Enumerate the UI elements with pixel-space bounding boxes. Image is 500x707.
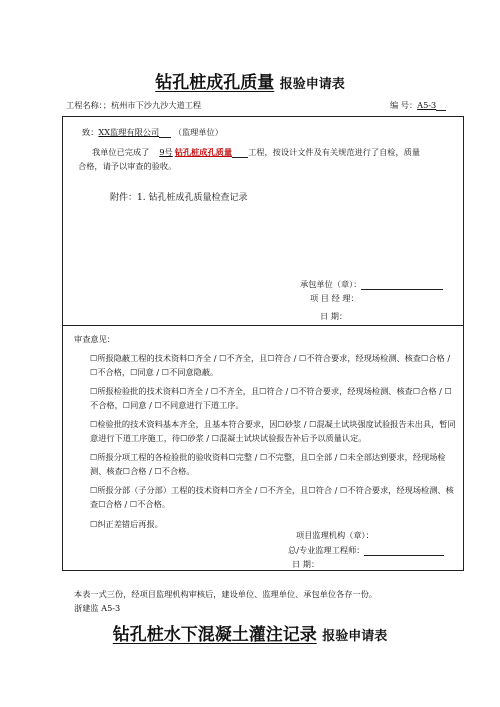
completed-number: 9号 (159, 147, 173, 157)
review-opinion: ☐所报检验批的技术资料☐齐全 / ☐不齐全，且☐符合 / ☐不符合要求，经现场检测、核查☐合格 / ☐不合格，☐同意 / ☐不同意进行下道工序。 (90, 386, 452, 410)
completed-item: 钻孔桩成孔质量 (174, 147, 233, 157)
form-title (0, 68, 500, 93)
form-number (390, 99, 446, 111)
project-line (66, 99, 201, 111)
completed-rest: 工程，按设计文件及有关规范进行了自检，质量 (248, 147, 421, 157)
date2-label: 日 期： (292, 559, 320, 569)
engineer-sign-line (364, 555, 444, 556)
review-opinion: ☐所报分部（子分部）工程的技术资料☐齐全 / ☐不齐全，且☐符合 / ☐不符合要求，经现场检测、核查☐合格 / ☐不合格。 (90, 485, 454, 509)
review-opinion: ☐纠正差错后再报。 (90, 519, 163, 529)
next-form-title (0, 620, 500, 645)
number-underline (436, 110, 446, 111)
completed-line-2: 合格，请予以审查的验收。 (78, 161, 177, 171)
supervision-org-label: 项目监理机构（章）： (296, 530, 374, 540)
project-name: ；杭州市下沙九沙大道工程 (102, 100, 202, 110)
next-form-title-suffix: 报验申请表 (322, 629, 388, 644)
addressee-line (82, 126, 223, 138)
completed-prefix: 我单位已完成了 (92, 147, 150, 157)
to-org: XX监理有限公司 (98, 127, 160, 137)
form-title-suffix: 报验申请表 (279, 77, 345, 92)
review-opinion: ☐检验批的技术资料基本齐全，且基本符合要求，因☐砂浆 / ☐混凝土试块强度试验报告未出具，暂同意进行下道工序施工，待☐砂浆 / ☐混凝土试块试验报告补后予以质量认定。 (90, 419, 456, 443)
number-label: 编 号： (390, 100, 418, 110)
to-prefix: 致： (82, 127, 99, 137)
contractor-sign-line (361, 289, 443, 290)
pm-label: 项 目 经 理： (310, 293, 359, 303)
project-label: 工程名称： (66, 100, 103, 110)
form-title-main: 钻孔桩成孔质量 (155, 73, 275, 93)
form-code: 浙建监 A5-3 (74, 603, 121, 613)
review-opinion: ☐所报隐蔽工程的技术资料☐齐全 / ☐不齐全，且☐符合 / ☐不符合要求，经现场检测、核查☐合格 / ☐不合格，☐同意 / ☐不同意隐蔽。 (90, 353, 451, 377)
footnote: 本表一式三份，经项目监理机构审核后，建设单位、监理单位、承包单位各存一份。 (74, 589, 377, 599)
review-label: 审查意见： (74, 334, 115, 344)
completed-line (92, 146, 420, 158)
number-value: A5-3 (417, 100, 437, 110)
date-label: 日 期： (320, 311, 348, 321)
review-opinion: ☐所报分项工程的各检验批的验收资料☐完整 / ☐不完整，且☐全部 / ☐未全部达到要求，经现场检测、核查☐合格 / ☐不合格。 (90, 452, 446, 476)
contractor-label: 承包单位（章）： (300, 279, 362, 289)
contractor-signature (300, 278, 443, 290)
next-form-title-main: 钻孔桩水下混凝土灌注记录 (112, 625, 317, 645)
engineer-signature (288, 544, 444, 556)
engineer-label: 总/专业监理工程师： (288, 545, 365, 555)
attachment: 附件：1. 钻孔桩成孔质量检查记录 (110, 193, 248, 203)
to-suffix: （监理单位） (173, 127, 223, 137)
